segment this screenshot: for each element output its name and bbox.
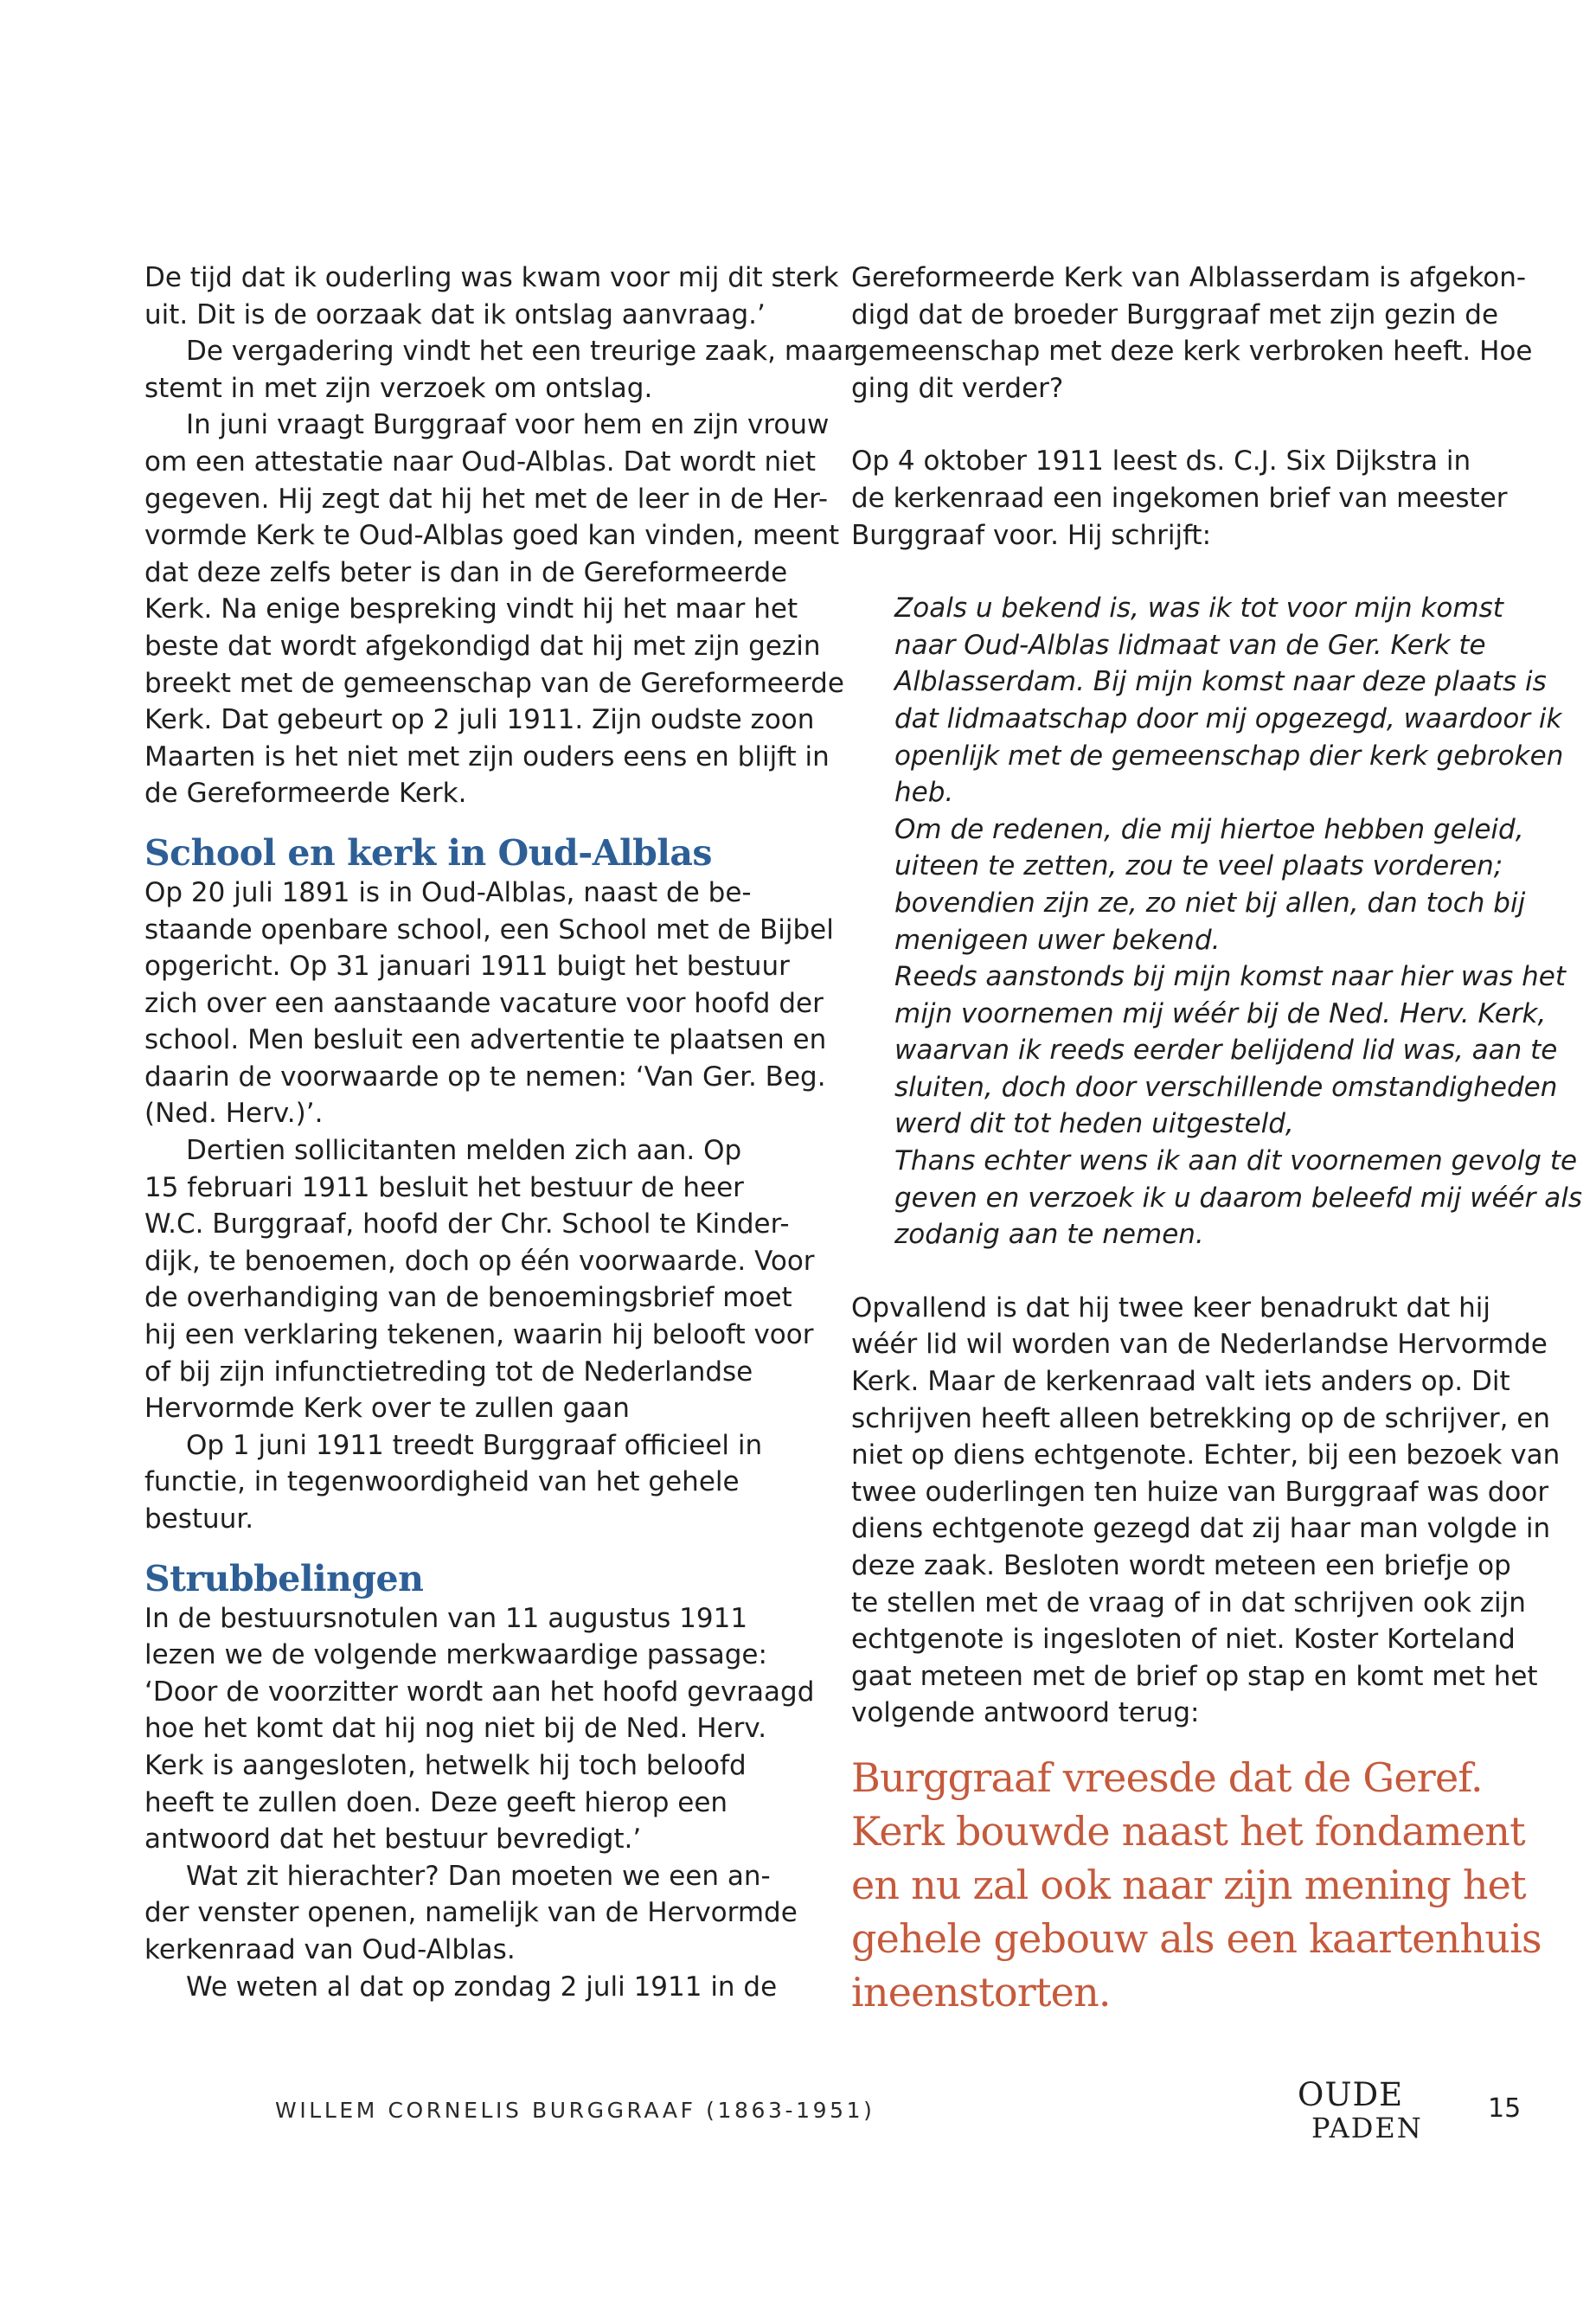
quote-line: mijn voornemen mij wéér bij de Ned. Herv. Kerk, xyxy=(894,997,1547,1029)
text-line: de overhandiging van de benoemingsbrief moet xyxy=(144,1282,792,1314)
text-line: daarin de voorwaarde op te nemen: ‘Van Ger. Beg. xyxy=(144,1061,826,1093)
text-line: opgericht. Op 31 januari 1911 buigt het bestuur xyxy=(144,951,790,983)
text-line: 15 februari 1911 besluit het bestuur de heer xyxy=(144,1171,744,1203)
quote-line: dat lidmaatschap door mij opgezegd, waardoor ik xyxy=(894,702,1562,734)
text-line: De tijd dat ik ouderling was kwam voor mij dit sterk xyxy=(144,262,839,293)
text-line: Opvallend is dat hij twee keer benadrukt dat hij xyxy=(851,1292,1491,1324)
text-line: gegeven. Hij zegt dat hij het met de leer in de Her- xyxy=(144,483,829,515)
text-line: Kerk. Maar de kerkenraad valt iets anders op. Dit xyxy=(851,1366,1510,1398)
quote-line: Zoals u bekend is, was ik tot voor mijn komst xyxy=(894,593,1503,625)
text-line: stemt in met zijn verzoek om ontslag. xyxy=(144,372,653,404)
text-line: digd dat de broeder Burggraaf met zijn gezin de xyxy=(851,298,1499,330)
paragraph xyxy=(144,1858,811,1969)
text-line: hoe het komt dat hij nog niet bij de Ned. Herv. xyxy=(144,1713,767,1745)
quote-line: uiteen te zetten, zou te veel plaats vorderen; xyxy=(894,850,1503,882)
pull-quote-line: ineenstorten. xyxy=(851,1968,1111,2016)
text-line: breekt met de gemeenschap van de Gereformeerde xyxy=(144,667,844,699)
paragraph xyxy=(144,875,834,1132)
letter-quote xyxy=(851,590,1582,1253)
text-line: te stellen met de vraag of in dat schrijven ook zijn xyxy=(851,1586,1526,1618)
text-line: niet op diens echtgenote. Echter, bij een bezoek van xyxy=(851,1439,1561,1471)
text-line: de Gereformeerde Kerk. xyxy=(144,778,467,810)
quote-line: openlijk met de gemeenschap dier kerk gebroken xyxy=(894,740,1564,772)
text-line: om een attestatie naar Oud-Alblas. Dat wordt niet xyxy=(144,445,817,478)
text-line: staande openbare school, een School met de Bijbel xyxy=(144,913,834,945)
text-line: dijk, te benoemen, doch op één voorwaarde. Voor xyxy=(144,1245,815,1277)
quote-line: bovendien zijn ze, zo niet bij allen, dan toch bij xyxy=(894,887,1526,919)
quote-line: werd dit tot heden uitgesteld, xyxy=(894,1108,1294,1140)
text-line: hij een verklaring tekenen, waarin hij belooft voor xyxy=(144,1319,814,1351)
text-line: Wat zit hierachter? Dan moeten we een an- xyxy=(186,1860,771,1892)
text-line: zich over een aanstaande vacature voor hoofd der xyxy=(144,987,824,1019)
text-line: Op 4 oktober 1911 leest ds. C.J. Six Dijkstra in xyxy=(851,445,1471,478)
paragraph xyxy=(851,260,1533,407)
text-line: de kerkenraad een ingekomen brief van meester xyxy=(851,482,1508,514)
quote-line: waarvan ik reeds eerder belijdend lid was, aan te xyxy=(894,1035,1558,1067)
text-line: lezen we de volgende merkwaardige passage: xyxy=(144,1639,767,1671)
text-line: echtgenote is ingesloten of niet. Koster Korteland xyxy=(851,1624,1516,1656)
pull-quote-line: gehele gebouw als een kaartenhuis xyxy=(851,1914,1542,1962)
quote-line: Reeds aanstonds bij mijn komst naar hier was het xyxy=(894,961,1566,993)
text-line: gemeenschap met deze kerk verbroken heeft. Hoe xyxy=(851,336,1533,368)
running-footer-title: WILLEM CORNELIS BURGGRAAF (1863-1951) xyxy=(275,2098,875,2123)
paragraph xyxy=(144,260,839,333)
text-line: uit. Dit is de oorzaak dat ik ontslag aanvraag.’ xyxy=(144,298,766,330)
paragraph xyxy=(144,1600,815,1858)
text-line: antwoord dat het bestuur bevredigt.’ xyxy=(144,1823,642,1856)
text-line: kerkenraad van Oud-Alblas. xyxy=(144,1933,516,1965)
quote-line: Om de redenen, die mij hiertoe hebben geleid, xyxy=(894,813,1524,845)
paragraph xyxy=(851,443,1517,554)
text-line: (Ned. Herv.)’. xyxy=(144,1098,324,1130)
pull-quote xyxy=(851,1751,1542,2019)
pull-quote-line: Burggraaf vreesde dat de Geref. xyxy=(851,1753,1483,1801)
text-line: wéér lid wil worden van de Nederlandse Hervormde xyxy=(851,1329,1548,1361)
text-line: Gereformeerde Kerk van Alblasserdam is afgekon- xyxy=(851,262,1527,293)
page-number: 15 xyxy=(1488,2093,1522,2124)
logo-bottom-text: PADEN xyxy=(1311,2112,1423,2144)
text-line: Kerk. Dat gebeurt op 2 juli 1911. Zijn oudste zoon xyxy=(144,704,815,736)
text-line: Op 1 juni 1911 treedt Burggraaf officieel in xyxy=(186,1429,763,1461)
quote-line: menigeen uwer bekend. xyxy=(894,924,1221,956)
text-line: functie, in tegenwoordigheid van het gehele xyxy=(144,1466,740,1498)
paragraph xyxy=(144,1427,811,1538)
quote-line: Alblasserdam. Bij mijn komst naar deze plaats is xyxy=(894,666,1547,698)
paragraph xyxy=(144,333,855,407)
text-line: We weten al dat op zondag 2 juli 1911 in de xyxy=(186,1971,778,2003)
paragraph xyxy=(144,407,844,812)
text-line: schrijven heeft alleen betrekking op de schrijver, en xyxy=(851,1402,1551,1434)
text-line: volgende antwoord terug: xyxy=(851,1697,1200,1729)
text-line: De vergadering vindt het een treurige zaak, maar xyxy=(186,336,855,368)
text-line: Kerk. Na enige bespreking vindt hij het maar het xyxy=(144,593,798,625)
paragraph xyxy=(851,1290,1561,1732)
text-line: Burggraaf voor. Hij schrijft: xyxy=(851,519,1212,551)
text-line: beste dat wordt afgekondigd dat hij met zijn gezin xyxy=(144,630,821,662)
right-column xyxy=(851,260,1582,2019)
text-line: Kerk is aangesloten, hetwelk hij toch beloofd xyxy=(144,1749,747,1781)
text-line: Hervormde Kerk over te zullen gaan xyxy=(144,1393,630,1425)
quote-line: geven en verzoek ik u daarom beleefd mij wéér als xyxy=(894,1182,1582,1214)
text-line: In juni vraagt Burggraaf voor hem en zijn vrouw xyxy=(186,409,830,441)
text-line: ging dit verder? xyxy=(851,372,1064,404)
text-line: W.C. Burggraaf, hoofd der Chr. School te Kinder- xyxy=(144,1208,790,1240)
text-line: gaat meteen met de brief op stap en komt met het xyxy=(851,1660,1538,1692)
text-line: heeft te zullen doen. Deze geeft hierop een xyxy=(144,1786,728,1818)
text-line: vormde Kerk te Oud-Alblas goed kan vinden, meent xyxy=(144,520,840,552)
magazine-logo xyxy=(1298,2076,1445,2154)
quote-line: sluiten, doch door verschillende omstandigheden xyxy=(894,1071,1558,1103)
text-line: Dertien sollicitanten melden zich aan. Op xyxy=(186,1135,742,1167)
text-line: bestuur. xyxy=(144,1503,254,1535)
paragraph xyxy=(144,1132,815,1427)
pull-quote-line: en nu zal ook naar zijn mening het xyxy=(851,1861,1526,1908)
paragraph xyxy=(144,1969,811,2006)
text-line: ‘Door de voorzitter wordt aan het hoofd gevraagd xyxy=(144,1676,815,1708)
text-line: Maarten is het niet met zijn ouders eens en blijft in xyxy=(144,740,830,772)
quote-line: heb. xyxy=(894,777,954,809)
text-line: of bij zijn infunctietreding tot de Nederlandse xyxy=(144,1356,753,1388)
text-line: dat deze zelfs beter is dan in de Gereformeerde xyxy=(144,556,788,588)
text-line: In de bestuursnotulen van 11 augustus 1911 xyxy=(144,1602,748,1634)
text-line: der venster openen, namelijk van de Hervormde xyxy=(144,1897,798,1929)
left-column xyxy=(144,260,855,2005)
pull-quote-line: Kerk bouwde naast het fondament xyxy=(851,1807,1525,1855)
text-line: twee ouderlingen ten huize van Burggraaf was door xyxy=(851,1476,1549,1508)
quote-line: naar Oud-Alblas lidmaat van de Ger. Kerk te xyxy=(894,629,1486,661)
quote-line: zodanig aan te nemen. xyxy=(894,1219,1204,1251)
text-line: Op 20 juli 1891 is in Oud-Alblas, naast de be- xyxy=(144,876,752,908)
quote-line: Thans echter wens ik aan dit voornemen gevolg te xyxy=(894,1145,1578,1177)
text-line: deze zaak. Besloten wordt meteen een briefje op xyxy=(851,1550,1511,1581)
section-heading: School en kerk in Oud-Alblas xyxy=(144,831,713,874)
section-heading: Strubbelingen xyxy=(144,1557,424,1599)
logo-top-text: OUDE xyxy=(1298,2076,1404,2113)
text-line: school. Men besluit een advertentie te plaatsen en xyxy=(144,1024,827,1056)
text-line: diens echtgenote gezegd dat zij haar man volgde in xyxy=(851,1513,1551,1545)
